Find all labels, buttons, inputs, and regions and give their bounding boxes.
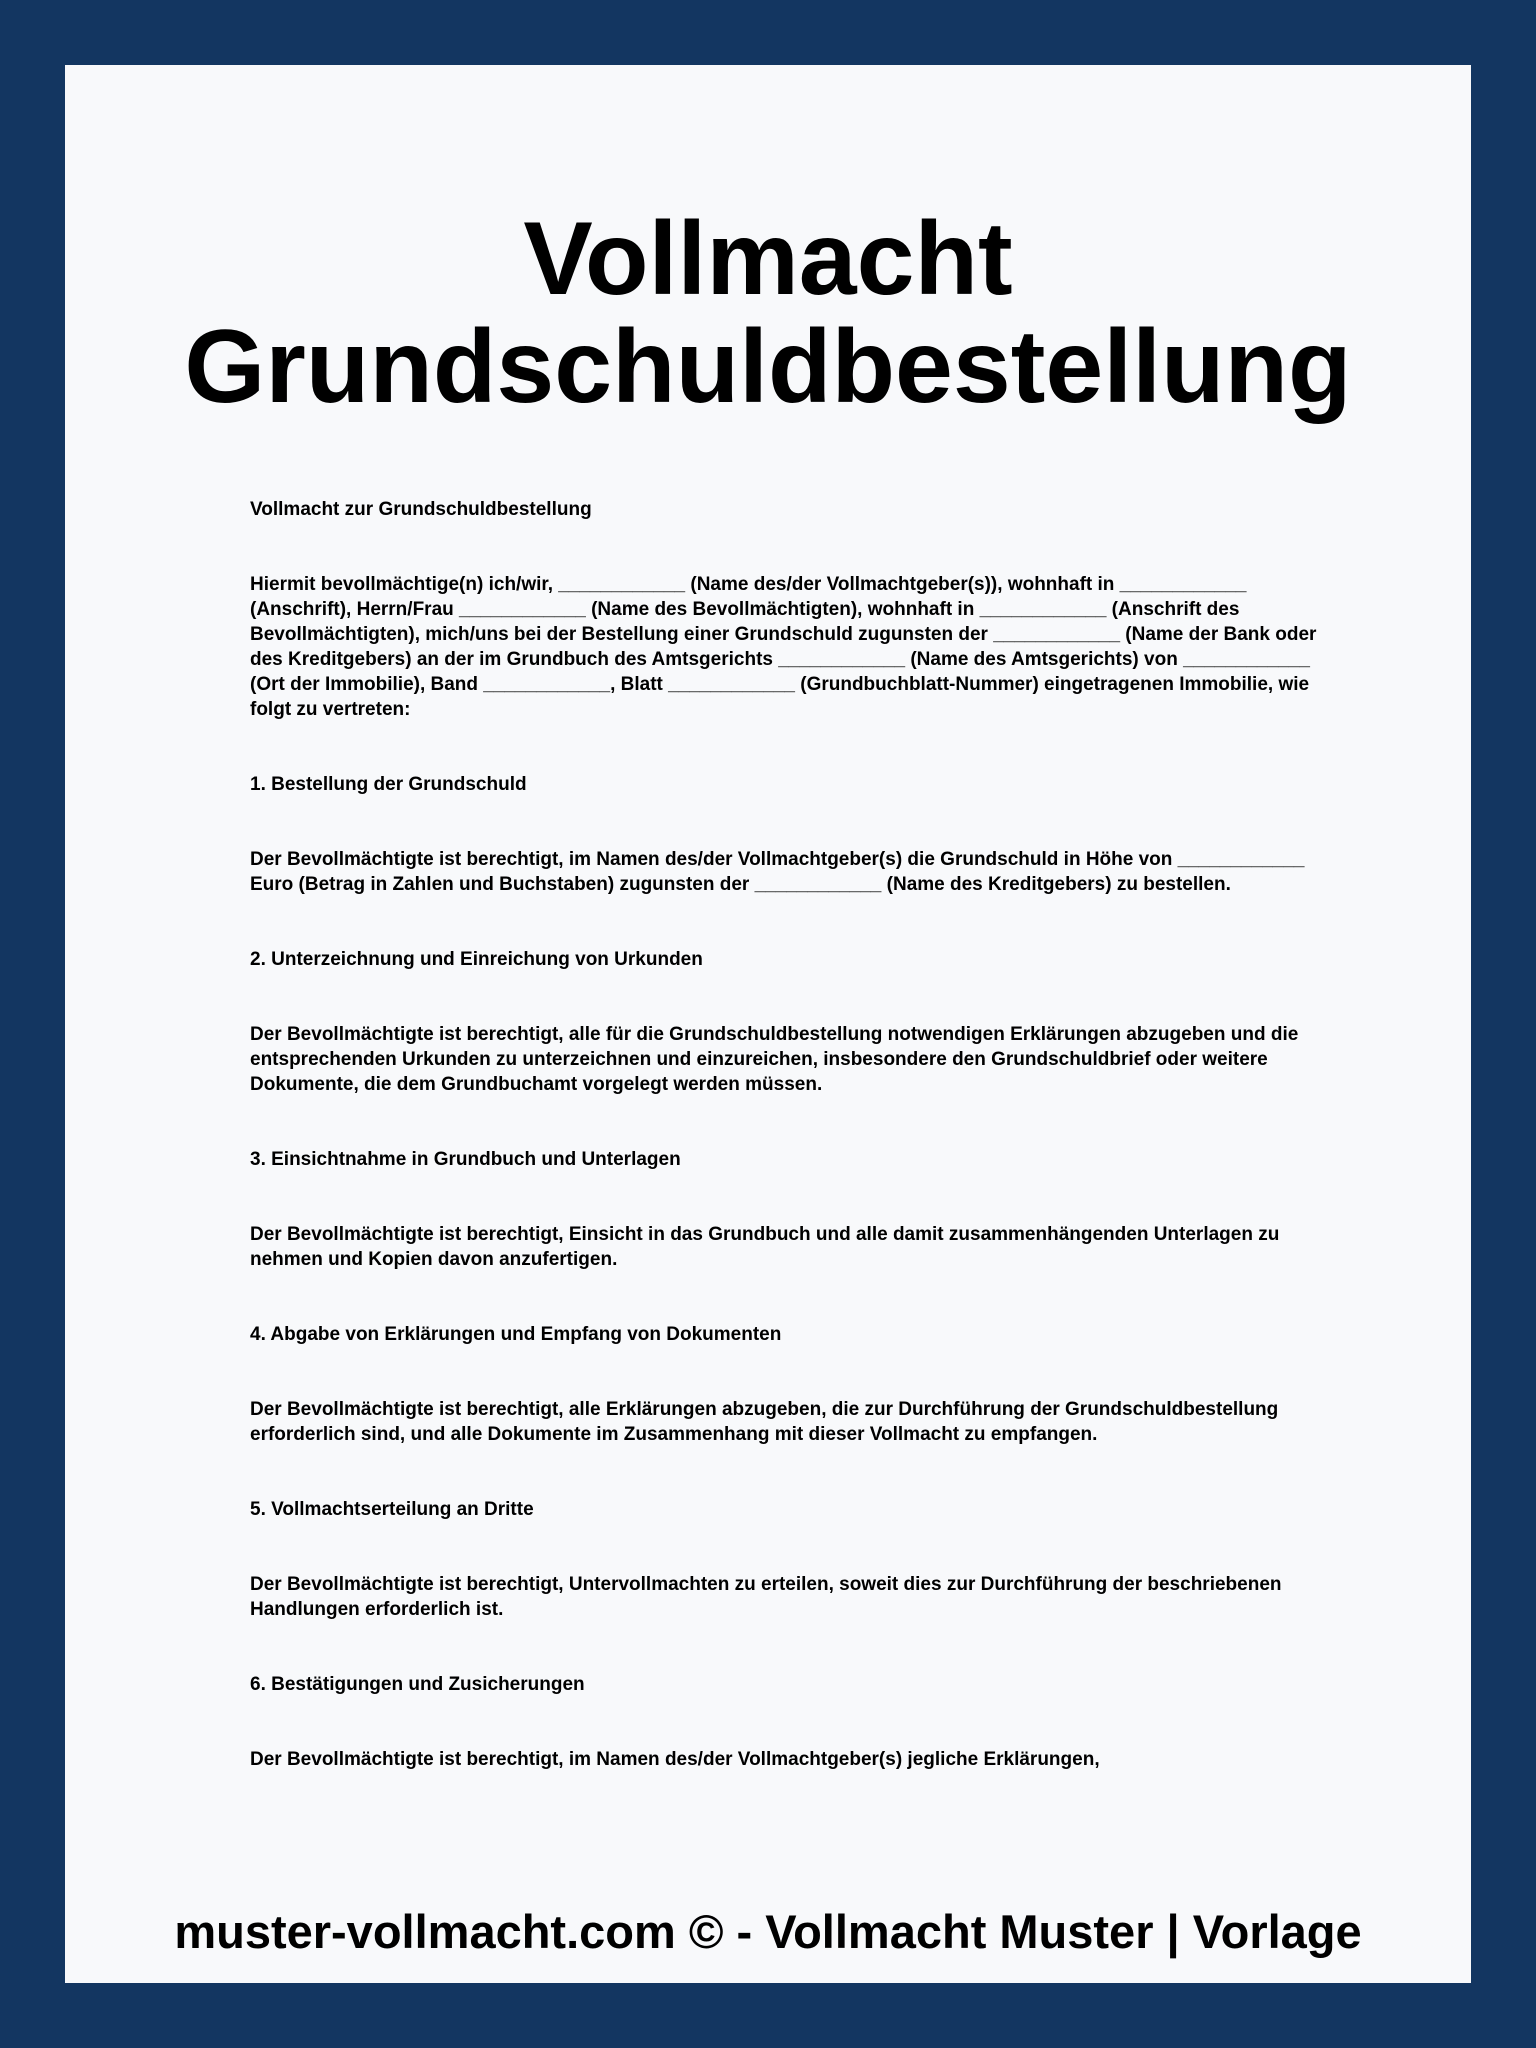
section-text: Der Bevollmächtigte ist berechtigt, alle Erklärungen abzugeben, die zur Durchführung der Grundschuldbestellung erforderlich sind, und alle Dokumente im Zusammenhang mit dieser Vollmacht zu empfangen. xyxy=(250,1399,1279,1445)
document-title xyxy=(65,201,1471,425)
section-heading: 6. Bestätigungen und Zusicherungen xyxy=(250,1674,585,1695)
section-text: Der Bevollmächtigte ist berechtigt, im Namen des/der Vollmachtgeber(s) die Grundschuld in Höhe von ____________ Euro (Betrag in Zahlen und Buchstaben) zugunsten der ____________ (Name des Kreditgebers) zu bestellen. xyxy=(250,849,1305,895)
section-text: Der Bevollmächtigte ist berechtigt, alle für die Grundschuldbestellung notwendigen Erklärungen abzugeben und die entsprechenden Urkunden zu unterzeichnen und einzureichen, insbesondere den Grundschuldbrief oder weitere Dokumente, die dem Grundbuchamt vorgelegt werden müssen. xyxy=(250,1024,1299,1095)
document-subtitle: Vollmacht zur Grundschuldbestellung xyxy=(250,499,592,520)
section-text: Der Bevollmächtigte ist berechtigt, Einsicht in das Grundbuch und alle damit zusammenhängenden Unterlagen zu nehmen und Kopien davon anzufertigen. xyxy=(250,1224,1280,1270)
section-text: Der Bevollmächtigte ist berechtigt, Untervollmachten zu erteilen, soweit dies zur Durchführung der beschriebenen Handlungen erforderlich ist. xyxy=(250,1574,1282,1620)
footer-watermark: muster-vollmacht.com © - Vollmacht Muster | Vorlage xyxy=(174,1905,1362,1958)
title-line-2: Grundschuldbestellung xyxy=(184,309,1352,425)
section-heading: 5. Vollmachtserteilung an Dritte xyxy=(250,1499,534,1520)
document-body xyxy=(250,497,1340,1822)
section-heading: 1. Bestellung der Grundschuld xyxy=(250,774,527,795)
title-line-1: Vollmacht xyxy=(523,201,1013,317)
document-page xyxy=(65,65,1471,1983)
section-heading: 2. Unterzeichnung und Einreichung von Urkunden xyxy=(250,949,703,970)
intro-paragraph: Hiermit bevollmächtige(n) ich/wir, ____________ (Name des/der Vollmachtgeber(s)), wohnhaft in ____________ (Anschrift), Herrn/Frau ____________ (Name des Bevollmächtigten), wohnhaft in ____________ (Anschrift des Bevollmächtigten), mich/uns bei der Bestellung einer Grundschuld zugunsten der ____________ (Name der Bank oder des Kreditgebers) an der im Grundbuch des Amtsgerichts ____________ (Name des Amtsgerichts) von ____________ (Ort der Immobilie), Band ____________, Blatt ____________ (Grundbuchblatt-Nummer) eingetragenen Immobilie, wie folgt zu vertreten: xyxy=(250,574,1317,720)
section-heading: 3. Einsichtnahme in Grundbuch und Unterlagen xyxy=(250,1149,681,1170)
section-heading: 4. Abgabe von Erklärungen und Empfang von Dokumenten xyxy=(250,1324,782,1345)
section-text: Der Bevollmächtigte ist berechtigt, im Namen des/der Vollmachtgeber(s) jegliche Erklärungen, xyxy=(250,1749,1100,1770)
